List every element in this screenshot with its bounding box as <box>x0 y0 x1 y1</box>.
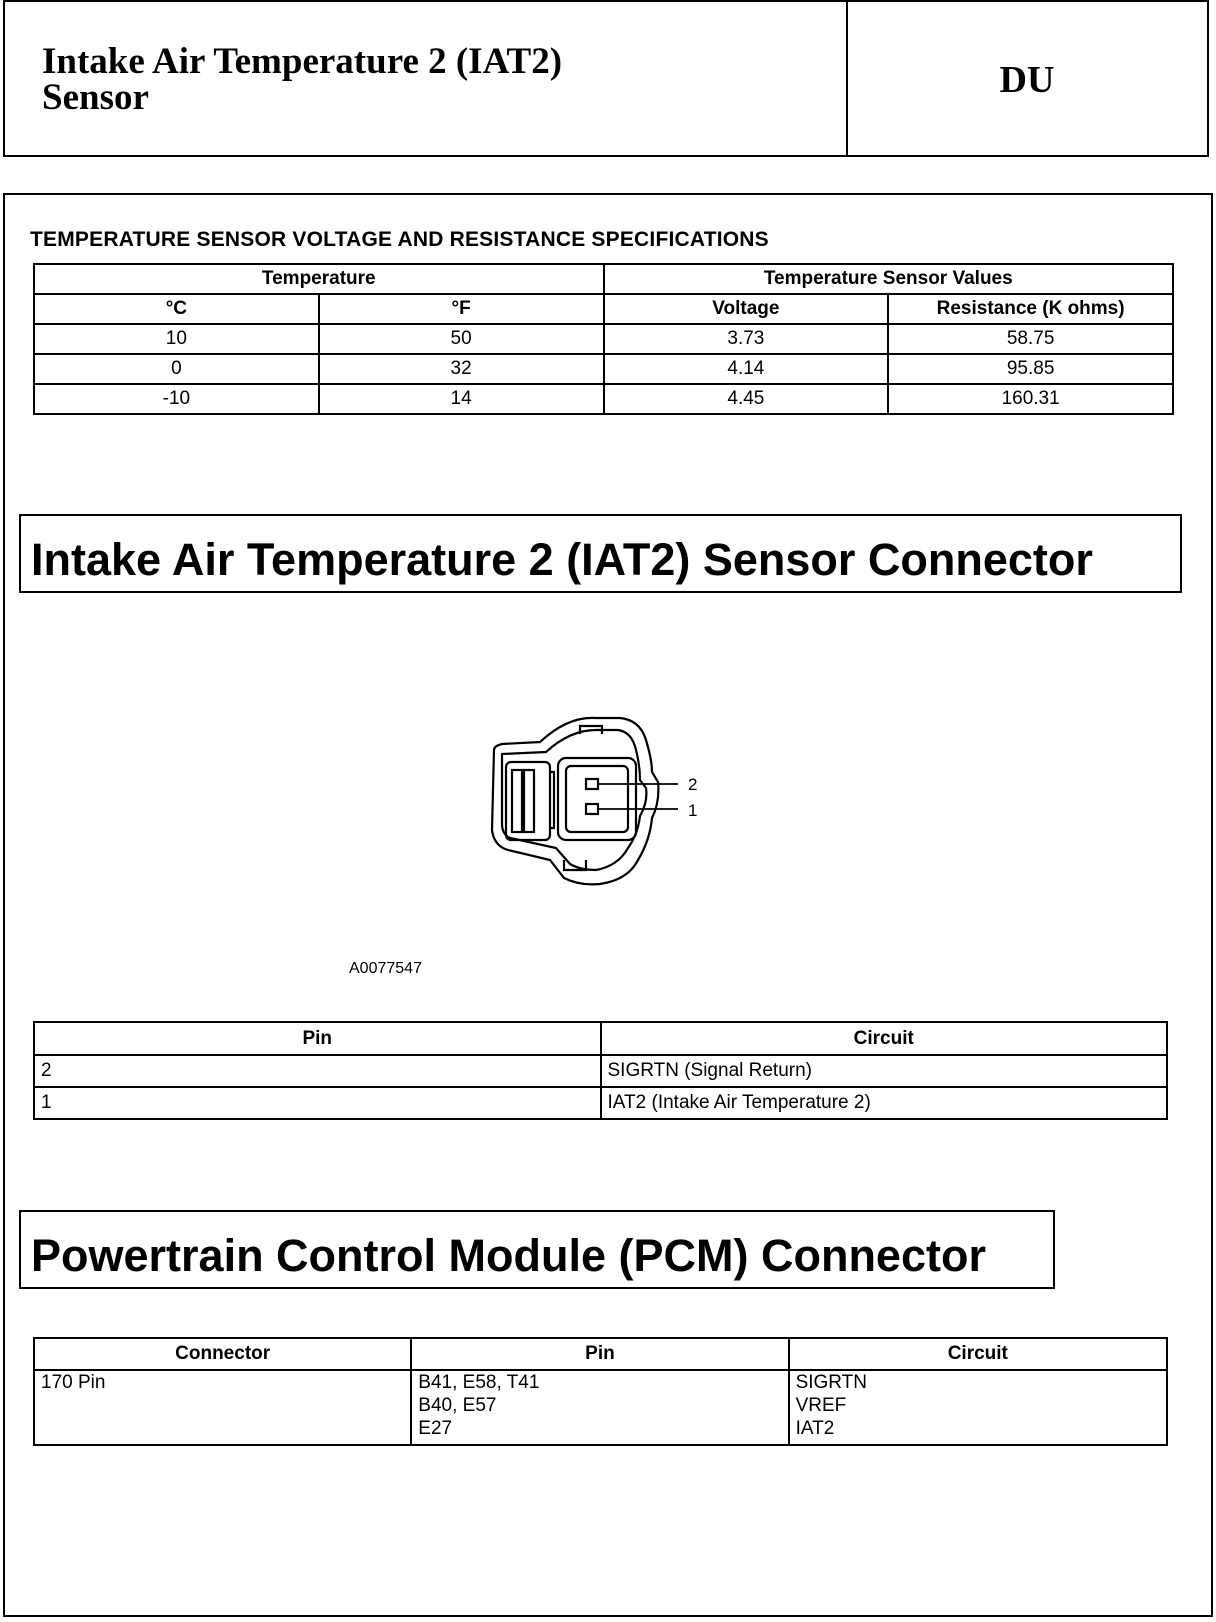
header-title <box>42 41 822 118</box>
cell-circuit: IAT2 (Intake Air Temperature 2) <box>601 1087 1168 1119</box>
header-code: DU <box>999 59 1055 101</box>
cell-voltage: 4.45 <box>604 384 889 414</box>
iat2-connector-heading: Intake Air Temperature 2 (IAT2) Sensor Connector <box>19 514 1182 593</box>
pin-1-terminal <box>586 804 598 814</box>
spec-group-values: Temperature Sensor Values <box>604 264 1174 294</box>
circuit-name: IAT2 <box>795 1418 835 1439</box>
cell-pin: 2 <box>34 1055 601 1087</box>
spec-col-c: °C <box>34 294 319 324</box>
circuit-name: SIGRTN <box>795 1372 867 1393</box>
cell-f: 50 <box>319 324 604 354</box>
figure-id: A0077547 <box>349 960 422 977</box>
pin-col-pin: Pin <box>34 1022 601 1055</box>
pin-callout-1: 1 <box>688 801 698 820</box>
spec-table-title: TEMPERATURE SENSOR VOLTAGE AND RESISTANCE SPECIFICATIONS <box>30 228 769 251</box>
pcm-connector-heading: Powertrain Control Module (PCM) Connector <box>19 1210 1055 1289</box>
spec-col-f: °F <box>319 294 604 324</box>
cell-pin: 1 <box>34 1087 601 1119</box>
spec-col-resistance: Resistance (K ohms) <box>888 294 1173 324</box>
terminal-cavity <box>558 758 636 840</box>
cell-resistance: 160.31 <box>888 384 1173 414</box>
table-row <box>34 1087 1167 1119</box>
circuit-name: VREF <box>795 1395 847 1416</box>
cell-resistance: 58.75 <box>888 324 1173 354</box>
spec-group-temperature: Temperature <box>34 264 604 294</box>
connector-diagram <box>480 710 740 890</box>
pcm-pin-table <box>33 1337 1168 1446</box>
pin-group: B41, E58, T41 <box>418 1372 540 1393</box>
pin-2-terminal <box>586 779 598 789</box>
cell-c: 10 <box>34 324 319 354</box>
table-row <box>34 1055 1167 1087</box>
cell-circuits <box>789 1370 1167 1445</box>
spec-table <box>33 263 1174 415</box>
cell-connector: 170 Pin <box>34 1370 411 1445</box>
cell-f: 32 <box>319 354 604 384</box>
cell-c: 0 <box>34 354 319 384</box>
iat2-pin-table <box>33 1021 1168 1120</box>
header-title-line1: Intake Air Temperature 2 (IAT2) <box>42 41 563 82</box>
pin-group: B40, E57 <box>418 1395 497 1416</box>
table-row <box>34 354 1173 384</box>
table-row <box>34 1370 1167 1445</box>
cell-circuit: SIGRTN (Signal Return) <box>601 1055 1168 1087</box>
cell-c: -10 <box>34 384 319 414</box>
cell-resistance: 95.85 <box>888 354 1173 384</box>
pin-group: E27 <box>418 1418 453 1439</box>
spec-col-voltage: Voltage <box>604 294 889 324</box>
cell-f: 14 <box>319 384 604 414</box>
cell-pins <box>411 1370 788 1445</box>
pcm-col-connector: Connector <box>34 1338 411 1370</box>
table-row <box>34 324 1173 354</box>
pin-col-circuit: Circuit <box>601 1022 1168 1055</box>
cell-voltage: 3.73 <box>604 324 889 354</box>
pcm-col-pin: Pin <box>411 1338 788 1370</box>
header-title-line2: Sensor <box>42 77 149 118</box>
pcm-col-circuit: Circuit <box>789 1338 1167 1370</box>
pin-callout-2: 2 <box>688 775 698 794</box>
cell-voltage: 4.14 <box>604 354 889 384</box>
table-row <box>34 384 1173 414</box>
